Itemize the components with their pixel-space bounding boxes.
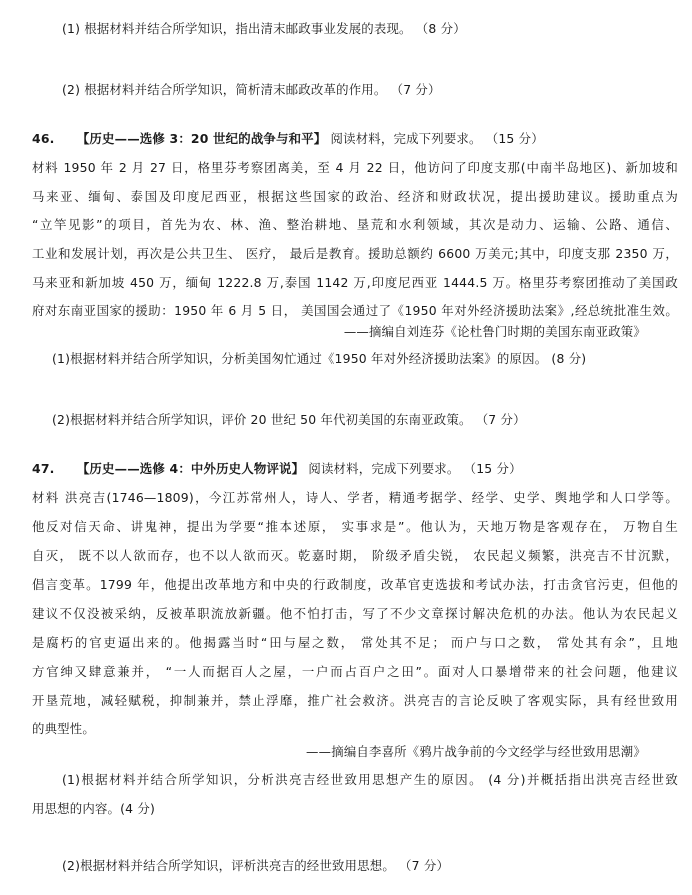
question-number: 47. [32, 461, 55, 476]
question-instruction: 阅读材料，完成下列要求。 （15 分） [308, 461, 522, 476]
question-1-prompt: (1) 根据材料并结合所学知识，指出清末邮政事业发展的表现。 （8 分） [62, 21, 466, 36]
material-line: 马来亚、缅甸、泰国及印度尼西亚，根据这些国家的政治、经济和财政状况，提出援助建议。援助重点为 [32, 189, 678, 204]
question-47-1-prompt-cont: 用思想的内容。(4 分) [32, 801, 156, 816]
question-title: 【历史——选修 4：中外历史人物评说】 [76, 461, 305, 476]
material-line: “立竿见影”的项目，首先为农、林、渔、整治耕地、垦荒和水利领域，其次是动力、运输、公路、通信、 [32, 217, 678, 232]
material-line: 他反对信天命、讲鬼神，提出为学要“推本述原， 实事求是”。他认为，天地万物是客观存在， 万物自生 [32, 519, 678, 534]
material-line: 自灭， 既不以人欲而存，也不以人欲而灭。乾嘉时期， 阶级矛盾尖锐， 农民起义频繁，洪亮吉不甘沉默， [32, 548, 678, 563]
question-47-2-prompt: (2)根据材料并结合所学知识，评析洪亮吉的经世致用思想。 （7 分） [62, 858, 450, 873]
question-46-header [32, 131, 678, 147]
material-line: 工业和发展计划，再次是公共卫生、 医疗， 最后是教育。援助总额约 6600 万美元;其中，印度支那 2350 万， [32, 246, 678, 261]
material-line: 的典型性。 [32, 721, 95, 736]
question-2-prompt: (2) 根据材料并结合所学知识，简析清末邮政改革的作用。 （7 分） [62, 82, 441, 97]
question-instruction: 阅读材料，完成下列要求。 （15 分） [330, 131, 544, 146]
material-line: 开垦荒地，减轻赋税，抑制兼并，禁止浮靡，推广社会救济。洪亮吉的言论反映了客观实际，具有经世致用 [32, 693, 678, 708]
material-line: 材料 1950 年 2 月 27 日，格里芬考察团离美，至 4 月 22 日，他访问了印度支那(中南半岛地区)、新加坡和 [32, 160, 678, 175]
material-line: 倡言变革。1799 年，他提出改革地方和中央的行政制度，改革官吏选拔和考试办法，打击贪官污吏，但他的 [32, 577, 678, 592]
attribution: ——摘编自李喜所《鸦片战争前的今文经学与经世致用思潮》 [306, 744, 646, 759]
question-47-1-prompt: (1)根据材料并结合所学知识，分析洪亮吉经世致用思想产生的原因。 (4 分)并概括指出洪亮吉经世致 [62, 772, 678, 787]
material-line: 府对东南亚国家的援助：1950 年 6 月 5 日， 美国国会通过了《1950 年对外经济援助法案》,经总统批准生效。 [32, 303, 678, 318]
question-46-2-prompt: (2)根据材料并结合所学知识，评价 20 世纪 50 年代初美国的东南亚政策。 （7 分） [52, 412, 526, 427]
material-line: 材料 洪亮吉(1746—1809)，今江苏常州人，诗人、学者，精通考据学、经学、史学、舆地学和人口学等。 [32, 490, 678, 505]
attribution: ——摘编自刘连芬《论杜鲁门时期的美国东南亚政策》 [343, 324, 646, 339]
material-line: 马来亚和新加坡 450 万，缅甸 1222.8 万,泰国 1142 万,印度尼西亚 1444.5 万。格里芬考察团推动了美国政 [32, 275, 678, 290]
question-title: 【历史——选修 3：20 世纪的战争与和平】 [76, 131, 327, 146]
question-47-header [32, 461, 678, 477]
question-46-1-prompt: (1)根据材料并结合所学知识，分析美国匆忙通过《1950 年对外经济援助法案》的原因。 (8 分) [52, 351, 587, 366]
material-line: 方官绅又肆意兼并， “一人而据百人之屋，一户而占百户之田”。面对人口暴增带来的社会问题，他建议 [32, 664, 678, 679]
material-line: 建议不仅没被采纳，反被革职流放新疆。他不怕打击，写了不少文章探讨解决危机的办法。他认为农民起义 [32, 606, 678, 621]
material-line: 是腐朽的官吏逼出来的。他揭露当时“田与屋之数， 常处其不足； 而户与口之数， 常处其有余”，且地 [32, 635, 678, 650]
question-number: 46. [32, 131, 55, 146]
